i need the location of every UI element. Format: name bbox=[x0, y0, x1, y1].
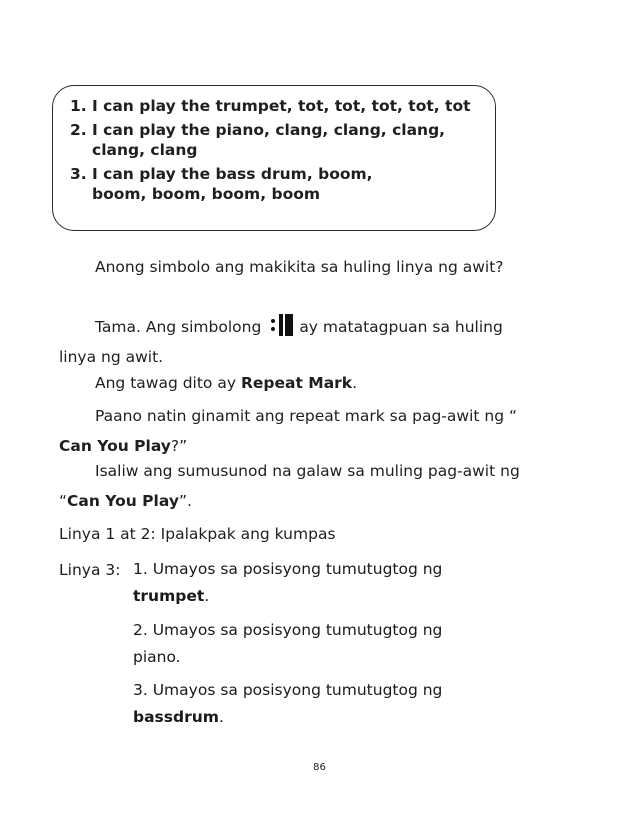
lyrics-item bbox=[70, 120, 477, 160]
step-text: 2. Umayos sa posisyong tumutugtog ng piano. bbox=[133, 621, 443, 666]
step-punct: . bbox=[218, 708, 224, 726]
lyrics-item-text: I can play the bass drum, boom, boom, boom, boom, boom bbox=[92, 165, 373, 203]
step-punct: . bbox=[204, 587, 210, 605]
instruction-punct: ”. bbox=[178, 492, 192, 510]
lyrics-item-number: 1. bbox=[70, 97, 87, 115]
how-punct: ?” bbox=[170, 437, 188, 455]
step-item bbox=[133, 556, 513, 610]
linya-1-2: Linya 1 at 2: Ipalakpak ang kumpas bbox=[59, 525, 336, 543]
instruction-text: Isaliw ang sumusunod na galaw sa muling pag-awit ng “ bbox=[59, 462, 520, 510]
repeat-mark-icon bbox=[267, 314, 297, 336]
repeat-mark-text: Ang tawag dito ay bbox=[95, 374, 241, 392]
step-text: 1. Umayos sa posisyong tumutugtog ng bbox=[133, 560, 443, 578]
song-title: Can You Play bbox=[67, 492, 179, 510]
instruction-paragraph bbox=[59, 456, 529, 516]
lyrics-item-number: 2. bbox=[70, 121, 87, 139]
lyrics-item bbox=[70, 96, 477, 116]
lyrics-item-text: I can play the trumpet, tot, tot, tot, tot, tot bbox=[92, 97, 471, 115]
step-item bbox=[133, 677, 453, 731]
repeat-mark-paragraph bbox=[59, 368, 529, 398]
symbol-text-after: ay matatagpuan sa huling linya ng awit. bbox=[59, 318, 503, 366]
step-bold: trumpet bbox=[133, 587, 205, 605]
step-item bbox=[133, 617, 483, 671]
lyrics-item bbox=[70, 164, 477, 204]
repeat-mark-term: Repeat Mark bbox=[240, 374, 353, 392]
lyrics-item-text: I can play the piano, clang, clang, clang, clang, clang bbox=[92, 121, 446, 159]
song-title: Can You Play bbox=[59, 437, 171, 455]
step-bold: bassdrum bbox=[133, 708, 219, 726]
how-paragraph bbox=[59, 401, 529, 461]
lyrics-list bbox=[70, 96, 477, 208]
page-number: 86 bbox=[313, 762, 326, 773]
symbol-paragraph bbox=[59, 312, 529, 372]
linya-3-label: Linya 3: bbox=[59, 561, 121, 579]
lyrics-item-number: 3. bbox=[70, 165, 87, 183]
step-text: 3. Umayos sa posisyong tumutugtog ng bbox=[133, 681, 443, 699]
how-text: Paano natin ginamit ang repeat mark sa pag-awit ng “ bbox=[95, 407, 517, 425]
repeat-mark-punct: . bbox=[352, 374, 358, 392]
symbol-text-before: Tama. Ang simbolong bbox=[95, 318, 262, 336]
question-paragraph: Anong simbolo ang makikita sa huling linya ng awit? bbox=[95, 258, 504, 276]
